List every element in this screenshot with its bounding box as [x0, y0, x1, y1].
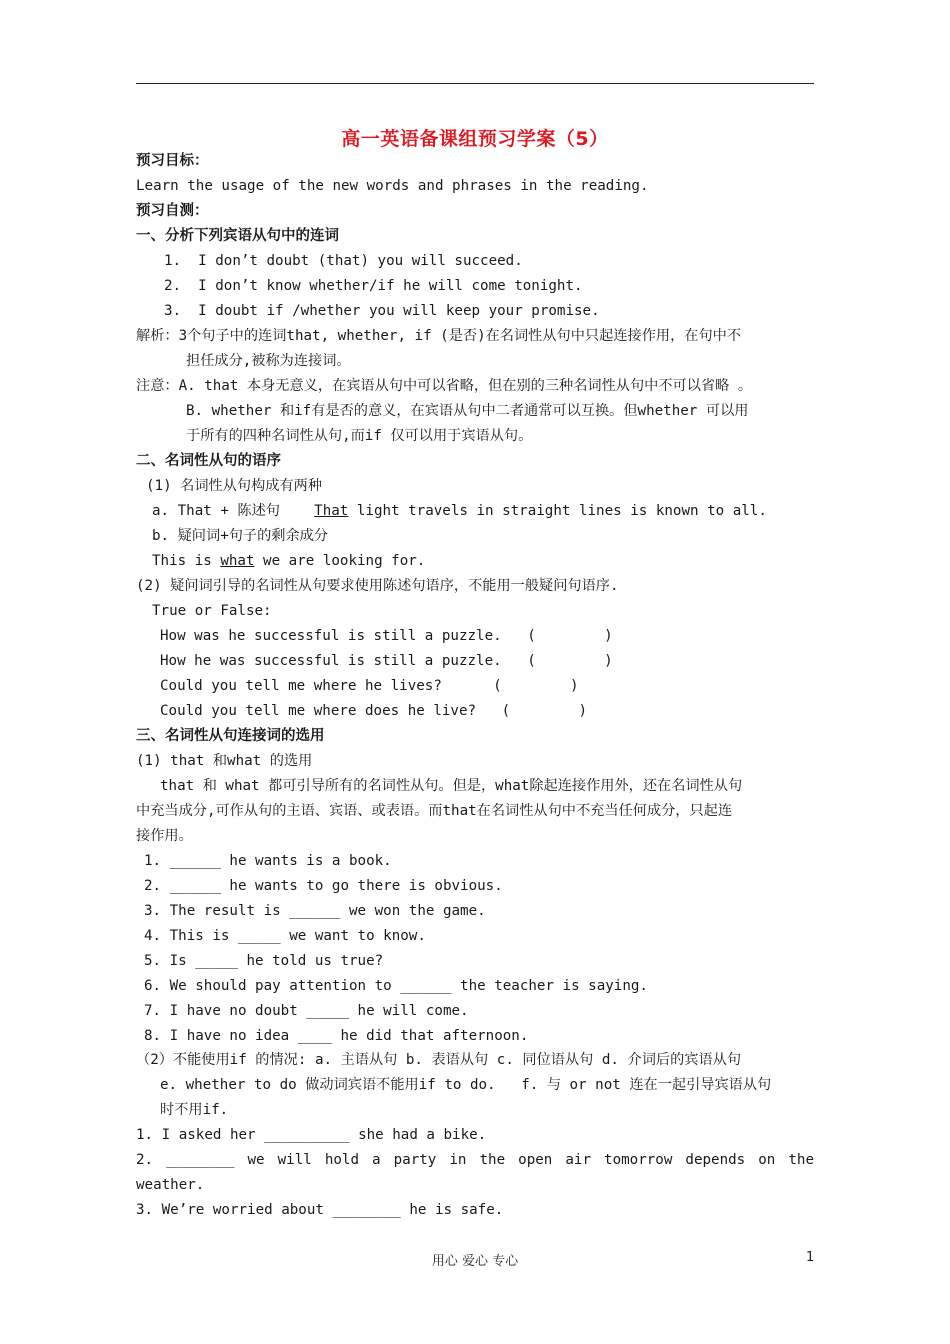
underlined-what: what: [220, 553, 255, 569]
true-false-item: Could you tell me where he lives? ( ): [160, 678, 579, 694]
part1-item: 1. I don’t doubt (that) you will succeed.: [164, 253, 523, 269]
part2-heading: 二、名词性从句的语序: [136, 453, 281, 469]
goal-text: Learn the usage of the new words and phrases in the reading.: [136, 178, 649, 194]
part3-heading: 三、名词性从句连接词的选用: [136, 728, 325, 744]
part3-desc: that 和 what 都可引导所有的名词性从句。但是，what除起连接作用外，还在名词性从句: [160, 778, 743, 794]
part1-heading: 一、分析下列宾语从句中的连词: [136, 228, 339, 244]
part3-desc: 接作用。: [136, 828, 193, 844]
blank-item: 1. ______ he wants is a book.: [144, 853, 392, 869]
part1-item: 2. I don’t know whether/if he will come tonight.: [164, 278, 583, 294]
example-b: b. 疑问词+句子的剩余成分: [152, 528, 329, 544]
part3-sub2: e. whether to do 做动词宾语不能用if to do. f. 与 or not 连在一起引导宾语从句: [160, 1077, 772, 1093]
example-what: [152, 551, 425, 571]
example-a-rest: light travels in straight lines is known to all.: [348, 503, 767, 519]
example-a: [152, 501, 767, 521]
true-false-item: Could you tell me where does he live? ( ): [160, 703, 588, 719]
exercise-item-continued: weather.: [136, 1177, 205, 1193]
part1-item: 3. I doubt if /whether you will keep your promise.: [164, 303, 600, 319]
note-line: 注意：A. that 本身无意义，在宾语从句中可以省略，但在别的三种名词性从句中不可以省略 。: [136, 378, 753, 394]
note-line: B. whether 和if有是否的意义，在宾语从句中二者通常可以互换。但whether 可以用: [186, 403, 749, 419]
exercise-item: 1. I asked her __________ she had a bike.: [136, 1127, 487, 1143]
blank-item: 7. I have no doubt _____ he will come.: [144, 1003, 469, 1019]
analysis-line: 解析：3个句子中的连词that, whether, if (是否)在名词性从句中只起连接作用，在句中不: [136, 328, 742, 344]
blank-item: 3. The result is ______ we won the game.: [144, 903, 486, 919]
page-number: 1: [806, 1250, 815, 1265]
example-what-prefix: This is: [152, 553, 221, 569]
example-what-rest: we are looking for.: [254, 553, 426, 569]
analysis-line: 担任成分,被称为连接词。: [186, 353, 351, 369]
underlined-that: That: [314, 503, 349, 519]
part2-point-2: (2) 疑问词引导的名词性从句要求使用陈述句语序，不能用一般疑问句语序.: [136, 578, 619, 594]
part3-sub2: （2）不能使用if 的情况: a. 主语从句 b. 表语从句 c. 同位语从句 d. 介词后的宾语从句: [136, 1052, 742, 1068]
note-line: 于所有的四种名词性从句,而if 仅可以用于宾语从句。: [186, 428, 533, 444]
true-false-label: True or False:: [152, 603, 272, 619]
part3-sub1: (1) that 和what 的选用: [136, 753, 313, 769]
blank-item: 5. Is _____ he told us true?: [144, 953, 384, 969]
part3-desc: 中充当成分,可作从句的主语、宾语、或表语。而that在名词性从句中不充当任何成分，只起连: [136, 803, 733, 819]
blank-item: 6. We should pay attention to ______ the teacher is saying.: [144, 978, 648, 994]
true-false-item: How he was successful is still a puzzle. ( ): [160, 653, 613, 669]
true-false-item: How was he successful is still a puzzle. ( ): [160, 628, 613, 644]
blank-item: 2. ______ he wants to go there is obvious.: [144, 878, 503, 894]
exercise-item: 3. We’re worried about ________ he is safe.: [136, 1202, 504, 1218]
exercise-item: 2. ________ we will hold a party in the open air tomorrow depends on the: [136, 1152, 814, 1168]
part3-sub2: 时不用if.: [160, 1102, 229, 1118]
example-a-prefix: a. That + 陈述句: [152, 503, 315, 519]
document-title: 高一英语备课组预习学案（5）: [341, 128, 609, 150]
blank-item: 8. I have no idea ____ he did that afternoon.: [144, 1028, 529, 1044]
part2-point-1: (1) 名词性从句构成有两种: [146, 478, 323, 494]
header-rule: [136, 83, 814, 84]
section-test-heading: 预习自测：: [136, 203, 209, 219]
section-goal-heading: 预习目标：: [136, 153, 209, 169]
page-footer: 用心 爱心 专心: [431, 1254, 519, 1269]
blank-item: 4. This is _____ we want to know.: [144, 928, 426, 944]
